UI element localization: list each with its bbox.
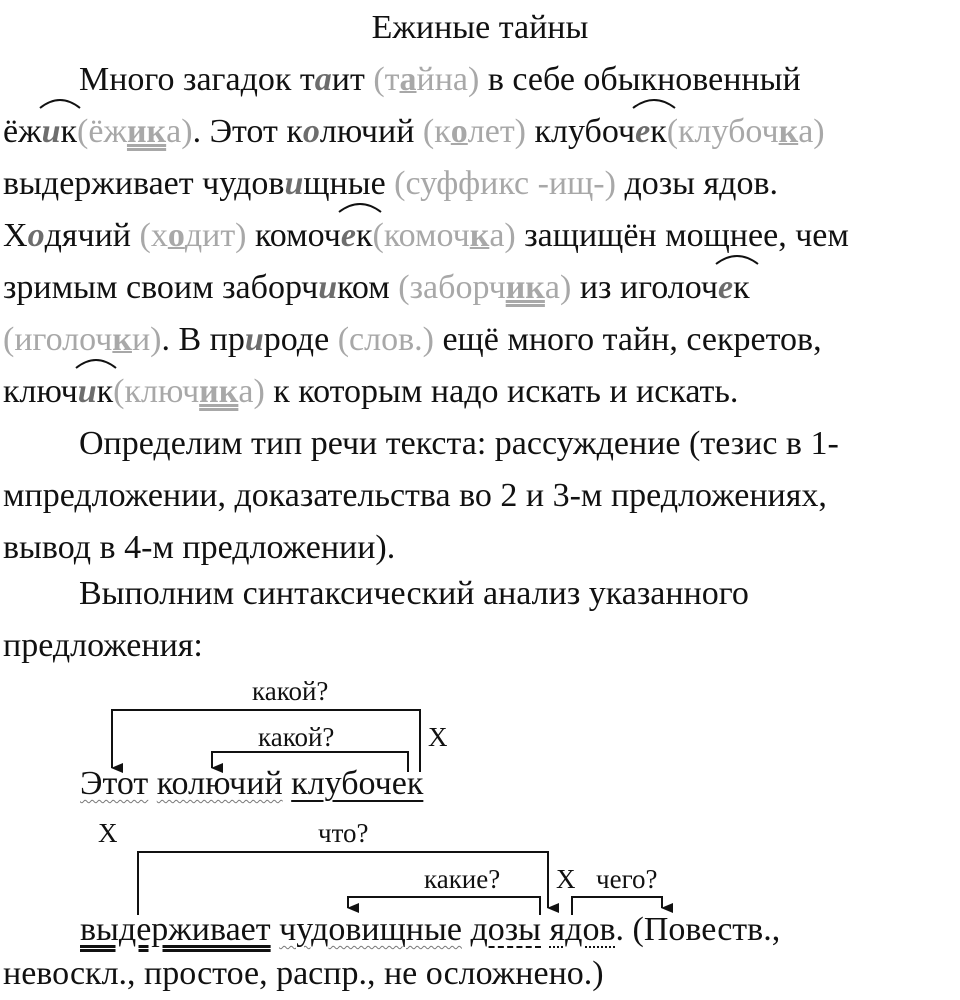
text-fragment: из иголоч — [571, 269, 718, 306]
check-word: (комоч — [372, 217, 470, 254]
text-fragment: ком — [337, 269, 399, 306]
text-fragment: ёж — [3, 113, 42, 150]
check-word: (иголоч — [3, 321, 113, 358]
x-mark: Х — [98, 818, 118, 848]
word-klubochek: клубочек — [291, 765, 424, 802]
question-label: какие? — [424, 864, 501, 894]
diagram-2-sentence — [80, 908, 780, 952]
vowel-highlight: и — [77, 373, 97, 410]
diagram-1-sentence — [80, 762, 423, 806]
check-word: (т — [373, 61, 400, 98]
check-word: а) — [544, 269, 572, 306]
check-suffix: ик — [199, 373, 239, 410]
text-title: Ежиные тайны — [371, 9, 589, 46]
text-fragment: ещё много тайн, секретов, — [433, 321, 822, 358]
check-vowel: о — [167, 217, 185, 254]
check-word: а) — [238, 373, 265, 410]
text-fragment: к — [96, 373, 114, 410]
check-suffix: к — [469, 217, 490, 254]
check-vowel: а — [399, 61, 417, 98]
text-fragment: ит — [331, 61, 374, 98]
question-label: чего? — [596, 864, 658, 894]
text-fragment: к — [60, 113, 78, 150]
check-word: (х — [139, 217, 168, 254]
check-word: а) — [166, 113, 193, 150]
paragraph-2-line-2: мпредложении, доказательства во 2 и 3-м предложениях, — [3, 477, 827, 514]
text-fragment: в себе обыкновенный — [479, 61, 801, 98]
check-suffix: ик — [126, 113, 167, 150]
question-label: какой? — [252, 676, 329, 706]
analysis-tail: . (Повеств., — [615, 911, 781, 948]
check-word: и) — [131, 321, 162, 358]
vowel-highlight: о — [27, 217, 45, 254]
text-fragment: . В пр — [161, 321, 245, 358]
paragraph-3-line-1: Выполним синтаксический анализ указанного — [79, 575, 749, 612]
vowel-highlight: е — [340, 217, 356, 254]
text-fragment: комоч — [246, 217, 341, 254]
check-suffix: ик — [505, 269, 545, 306]
check-word: (к — [422, 113, 451, 150]
text-fragment: роде — [263, 321, 338, 358]
text-fragment: защищён мощнее, чем — [515, 217, 849, 254]
question-label: какой? — [258, 722, 335, 752]
text-fragment: . Этот к — [192, 113, 303, 150]
word-dozy: дозы — [470, 911, 542, 948]
check-word: (ёж — [77, 113, 127, 150]
check-word: лет) — [467, 113, 527, 150]
text-fragment: Х — [3, 217, 28, 254]
check-word: (ключ — [113, 373, 200, 410]
check-word: дит) — [184, 217, 247, 254]
check-suffix: к — [778, 113, 799, 150]
check-word: а) — [798, 113, 825, 150]
check-word: (заборч — [398, 269, 506, 306]
vowel-highlight: е — [717, 269, 734, 306]
text-fragment: к — [733, 269, 750, 306]
word-yadov: ядов — [549, 911, 616, 948]
vowel-highlight: а — [314, 61, 332, 98]
check-word: йна) — [416, 61, 480, 98]
paragraph-2-line-3: вывод в 4-м предложении). — [3, 529, 396, 566]
vowel-highlight: и — [41, 113, 61, 150]
check-suffix: к — [112, 321, 132, 358]
text-fragment: дячий — [44, 217, 140, 254]
vowel-highlight: и — [244, 321, 264, 358]
check-word: а) — [489, 217, 516, 254]
check-vowel: о — [450, 113, 468, 150]
word-chudovishchnye: чудовищные — [279, 911, 462, 948]
paragraph-2-line-1: Определим тип речи текста: рассуждение (тезис в 1- — [79, 425, 839, 462]
text-fragment: лючий — [319, 113, 423, 150]
text-fragment: зримым своим заборч — [3, 269, 319, 306]
text-fragment: дозы ядов. — [615, 165, 779, 202]
word-kolyuchiy: колючий — [156, 765, 283, 802]
word-etot: Этот — [80, 765, 149, 802]
x-mark: Х — [428, 722, 448, 752]
text-fragment: Много загадок т — [79, 61, 315, 98]
vowel-highlight: и — [284, 165, 304, 202]
text-fragment: ключ — [3, 373, 78, 410]
check-note: (суффикс -ищ-) — [394, 165, 616, 202]
check-word: (клубоч — [666, 113, 779, 150]
word-vyderzhivaet: выдерживает — [80, 911, 271, 948]
vowel-highlight: о — [302, 113, 320, 150]
vowel-highlight: и — [318, 269, 338, 306]
text-fragment: выдерживает чудов — [3, 165, 285, 202]
analysis-conclusion: невоскл., простое, распр., не осложнено.) — [3, 955, 604, 992]
vowel-highlight: е — [635, 113, 651, 150]
text-fragment: к — [356, 217, 373, 254]
text-fragment: к которым надо искать и искать. — [264, 373, 739, 410]
text-fragment: к — [650, 113, 667, 150]
question-label: что? — [318, 818, 369, 848]
paragraph-3-line-2: предложения: — [3, 627, 203, 664]
text-fragment: щные — [303, 165, 395, 202]
x-mark: Х — [556, 864, 576, 894]
text-fragment: клубоч — [526, 113, 636, 150]
check-note: (слов.) — [337, 321, 434, 358]
